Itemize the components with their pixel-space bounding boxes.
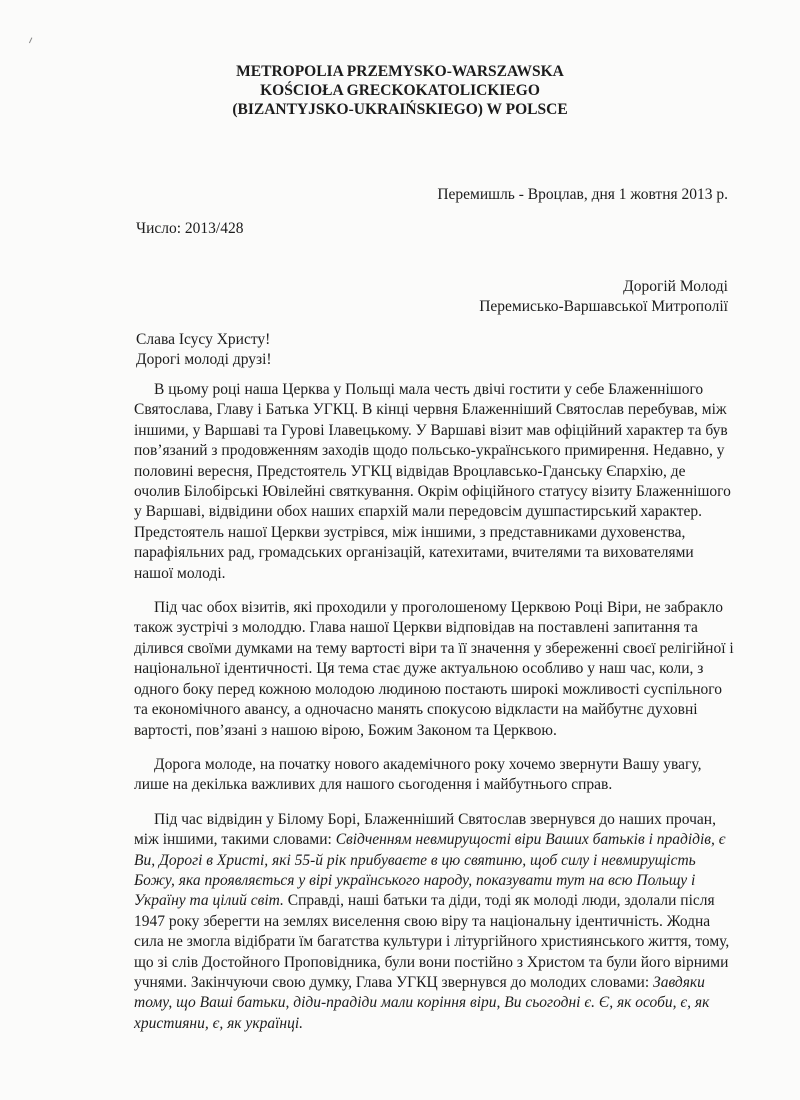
paragraph-2: Під час обох візитів, які проходили у проголошеному Церквою Році Віри, не забракло також зустрічі з молоддю. Глава нашої Церкви відповідав на поставлені запитання та ділився своїми думками на тему вартості віри та її значення у збереженні своєї релігійної і національної ідентичності. Ця тема стає дуже актуальною особливо у наш час, коли, з одного боку перед кожною молодою людиною постають широкі можливості суспільного та економічного авансу, а одночасно манять спокусою відкласти на майбутнє духовні вартості, пов’язані з нашою вірою, Божим Законом та Церквою.: [134, 599, 734, 739]
greeting-line-2: Дорогі молоді друзі!: [136, 351, 272, 368]
letterhead-line-2: KOŚCIOŁA GRECKOKATOLICKIEGO: [260, 82, 540, 99]
paragraph-4-middle: Справді, наші батьки та діди, тоді як молоді люди, здолали після 1947 року зберегти на землях виселення свою віру та національну ідентичність. Жодна сила не змогла відібрати їм багатства культури і літургійного християнського життя, тому, що зі слів Достойного Проповідника, були вони постійно з Христом та були його вірними учнями. Закінчуючи свою думку, Глава УГКЦ звернувся до молодих словами:: [134, 892, 730, 991]
addressee: [479, 277, 728, 317]
scan-mark: [29, 37, 35, 44]
paragraph-3: Дорога молоде, на початку нового академічного року хочемо звернути Вашу увагу, лише на декілька важливих для нашого сьогодення і майбутнього справ.: [134, 755, 702, 794]
paragraph-4-quote-2: Завдяки тому, що Ваші батьки, діди-прадіди мали коріння віри, Ви сьогодні є. Є, як особи, є, як християни, є, як українці.: [134, 973, 710, 1032]
paragraph-4-intro: Під час відвідин у Білому Борі, Блаженніший Святослав звернувся до наших прочан, між іншими, такими словами:: [134, 810, 716, 849]
greeting: [136, 330, 272, 370]
addressee-line-1: Дорогій Молоді: [623, 278, 728, 295]
place-date: Перемишль - Вроцлав, дня 1 жовтня 2013 р.: [437, 186, 728, 203]
letter-body: [134, 380, 734, 1048]
addressee-line-2: Перемисько-Варшавської Митрополії: [479, 298, 728, 315]
document-number: Число: 2013/428: [136, 220, 244, 237]
paragraph-4: [134, 810, 734, 1034]
letterhead-line-1: METROPOLIA PRZEMYSKO-WARSZAWSKA: [236, 63, 564, 80]
letterhead: [180, 62, 620, 119]
letterhead-line-3: (BIZANTYJSKO-UKRAIŃSKIEGO) W POLSCE: [232, 101, 568, 118]
paragraph-4-quote-1: Свідченням невмирущості віри Ваших батьків і прадідів, є Ви, Дорогі в Христі, які 55-й рік прибуваєте в цю святиню, щоб силу і невмирущість Божу, яка проявляється у вірі українського народу, показувати тут на всю Польщу і Україну та цілий світ.: [134, 831, 726, 910]
greeting-line-1: Слава Ісусу Христу!: [136, 331, 271, 348]
paragraph-1: В цьому році наша Церква у Польщі мала честь двічі гостити у себе Блаженнішого Святослава, Главу і Батька УГКЦ. В кінці червня Блаженніший Святослав перебував, між іншими, у Варшаві та Гурові Ілавецькому. У Варшаві візит мав офіційний характер та був пов’язаний з продовженням заходів щодо польсько-українського примирення. Недавно, у половині вересня, Предстоятель УГКЦ відвідав Вроцлавсько-Гданську Єпархію, де очолив Білобірські Ювілейні святкування. Окрім офіційного статусу візиту Блаженнішого у Варшаві, відвідини обох наших єпархій мали передовсім душпастирський характер. Предстоятель нашої Церкви зустрівся, між іншими, з представниками духовенства, парафіяльних рад, громадських організацій, катехитами, вчителями та вихователями нашої молоді.: [134, 381, 731, 582]
